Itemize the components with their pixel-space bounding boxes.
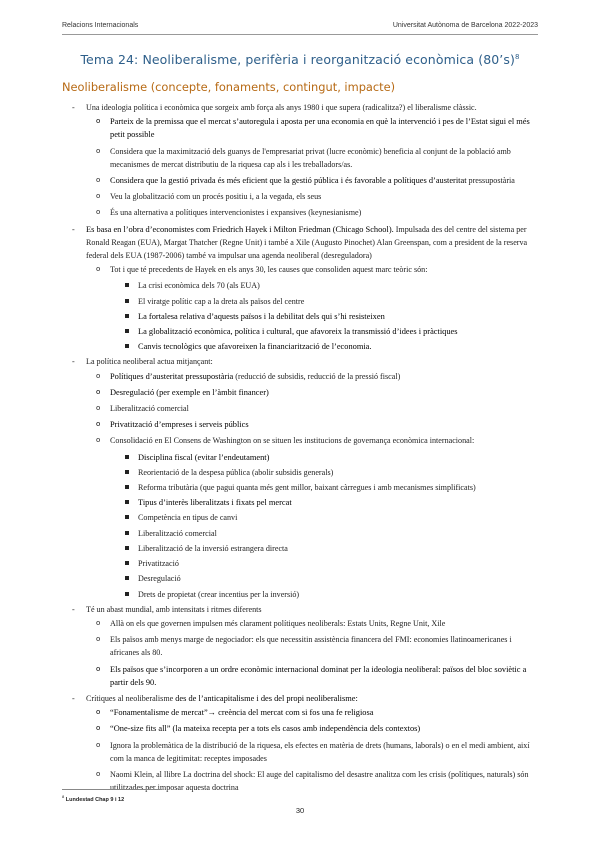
square-bullet: Canvis tecnològics que afavoreixen la financiarització de l’economia. bbox=[62, 340, 538, 353]
square-bullet: Desregulació bbox=[62, 572, 538, 585]
bullet-foundations: - Es basa en l’obra d’economistes com Friedrich Hayek i Milton Friedman (Chicago School). Impulsada des del centre del sistema per Ronald Reagan (EUA), Margat Thatcher (Regne Unit) i també a Xile (Augusto Pinochet) Alan Greenspan, com a president de la reserva federal dels EUA (1987-2006) també va impulsar una agenda neoliberal (desreguladora) bbox=[72, 224, 528, 261]
document-body bbox=[62, 101, 538, 797]
sub-bullet: o Veu la globalització com un procés positiu i, a la vegada, els seus bbox=[96, 192, 322, 202]
square-bullet: Liberalització de la inversió estrangera directa bbox=[62, 542, 538, 555]
page-number: 30 bbox=[295, 806, 305, 815]
bullet-critiques: - Crítiques al neoliberalisme des de l’anticapitalisme i des del propi neoliberalisme: bbox=[72, 693, 358, 703]
header-course: Relacions Internacionals bbox=[62, 22, 139, 29]
square-bullet: Reorientació de la despesa pública (abolir subsidis generals) bbox=[62, 466, 538, 479]
sub-bullet: o Considera que la gestió privada és més eficient que la gestió pública i és favorable a polítiques d’austeritat pressupostària bbox=[96, 176, 515, 186]
footnote: $^8$ Lundestad Chap 9 i 12 bbox=[62, 794, 125, 803]
square-bullet: Privatització bbox=[62, 557, 538, 570]
sub-bullet: o Els països que s’incorporen a un ordre econòmic internacional dominat per la ideologia neoliberal: països del bloc soviètic a partir dels 90. bbox=[96, 664, 527, 687]
sub-bullet: o Allà on els que governen impulsen més clarament polítiques neoliberals: Estats Units, Regne Unit, Xile bbox=[96, 618, 446, 628]
square-bullet: Drets de propietat (crear incentius per la inversió) bbox=[62, 588, 538, 601]
sub-bullet: o Privatització d’empreses i serveis públics bbox=[96, 420, 249, 430]
section-heading: Neoliberalisme (concepte, fonaments, contingut, impacte) bbox=[62, 80, 396, 94]
square-bullet: La fortalesa relativa d’aquests països i la debilitat dels qui s’hi resisteixen bbox=[62, 310, 538, 323]
square-bullet: La crisi econòmica dels 70 (als EUA) bbox=[62, 279, 538, 292]
square-bullet: La globalització econòmica, política i cultural, que afavoreix la transmissió d’idees i pràctiques bbox=[62, 325, 538, 338]
sub-bullet: o Polítiques d’austeritat pressupostària (reducció de subsidis, reducció de la pressió fiscal) bbox=[96, 371, 401, 381]
sub-bullet: o Naomi Klein, al llibre La doctrina del shock: El auge del capitalismo del desastre analitza com les crisis (polítiques, naturals) són utilitzades per imposar aquesta doctrina bbox=[96, 769, 529, 793]
bullet-scope: - Té un abast mundial, amb intensitats i ritmes diferents bbox=[72, 604, 262, 614]
bullet-policy: - La política neoliberal actua mitjançant: bbox=[72, 357, 213, 367]
sub-bullet: o “Fonamentalisme de mercat”→ creència del mercat com si fos una fe religiosa bbox=[96, 708, 374, 718]
square-bullet: Competència en tipus de canvi bbox=[62, 511, 538, 524]
header-divider bbox=[62, 34, 538, 35]
header-university: Universitat Autònoma de Barcelona 2022-2023 bbox=[392, 22, 538, 29]
page-title: Tema 24: Neoliberalisme, perifèria i reorganització econòmica (80’s)$^8$ bbox=[80, 52, 520, 67]
sub-bullet: o És una alternativa a polítiques intervencionistes i expansives (keynesianisme) bbox=[96, 208, 362, 218]
sub-bullet: o Parteix de la premissa que el mercat s’autoregula i aposta per una economia en què la intervenció i pes de l’Estat sigui el més petit possible bbox=[96, 117, 530, 140]
sub-bullet: o Els països amb menys marge de negociador: els que necessitin assistència financera del FMI: economies llatinoamericanes i africanes als 80. bbox=[96, 635, 512, 658]
sub-bullet: o Liberalització comercial bbox=[96, 404, 189, 414]
sub-bullet: o “One-size fits all” (la mateixa recepta per a tots els casos amb independència dels contextos) bbox=[96, 724, 421, 734]
sub-bullet: o Considera que la maximització dels guanys de l'empresariat privat (lucre econòmic) beneficia al conjunt de la població amb mecanismes de mercat distributiu de la riquesa cap als i les treballadors/as. bbox=[96, 146, 511, 169]
square-bullet: El viratge polític cap a la dreta als països del centre bbox=[62, 295, 538, 308]
sub-bullet: o Tot i que té precedents de Hayek en els anys 30, les causes que consoliden aquest marc teòric són: bbox=[96, 265, 428, 275]
square-bullet: Tipus d’interès liberalitzats i fixats pel mercat bbox=[62, 496, 538, 509]
footnote-divider bbox=[62, 789, 162, 790]
sub-bullet: o Ignora la problemàtica de la distribució de la riquesa, els efectes en matèria de drets (humans, laborals) o en el medi ambient, així com la manca de legitimitat: receptes imposades bbox=[96, 740, 530, 763]
bullet-ideology: - Una ideologia política i econòmica que sorgeix amb força als anys 1980 i que supera (radicalitza?) el liberalisme clàssic. bbox=[72, 103, 477, 112]
square-bullet: Liberalització comercial bbox=[62, 527, 538, 540]
footnote-ref[interactable]: 8 bbox=[514, 52, 520, 61]
sub-bullet: o Desregulació (per exemple en l’àmbit financer) bbox=[96, 387, 269, 397]
square-bullet: Disciplina fiscal (evitar l’endeutament) bbox=[62, 451, 538, 464]
page-header bbox=[62, 22, 538, 34]
square-bullet: Reforma tributària (que pagui quanta més gent millor, baixant càrregues i amb mecanismes simplificats) bbox=[62, 481, 538, 494]
sub-bullet: o Consolidació en El Consens de Washington on se situen les institucions de governança econòmica internacional: bbox=[96, 436, 475, 446]
